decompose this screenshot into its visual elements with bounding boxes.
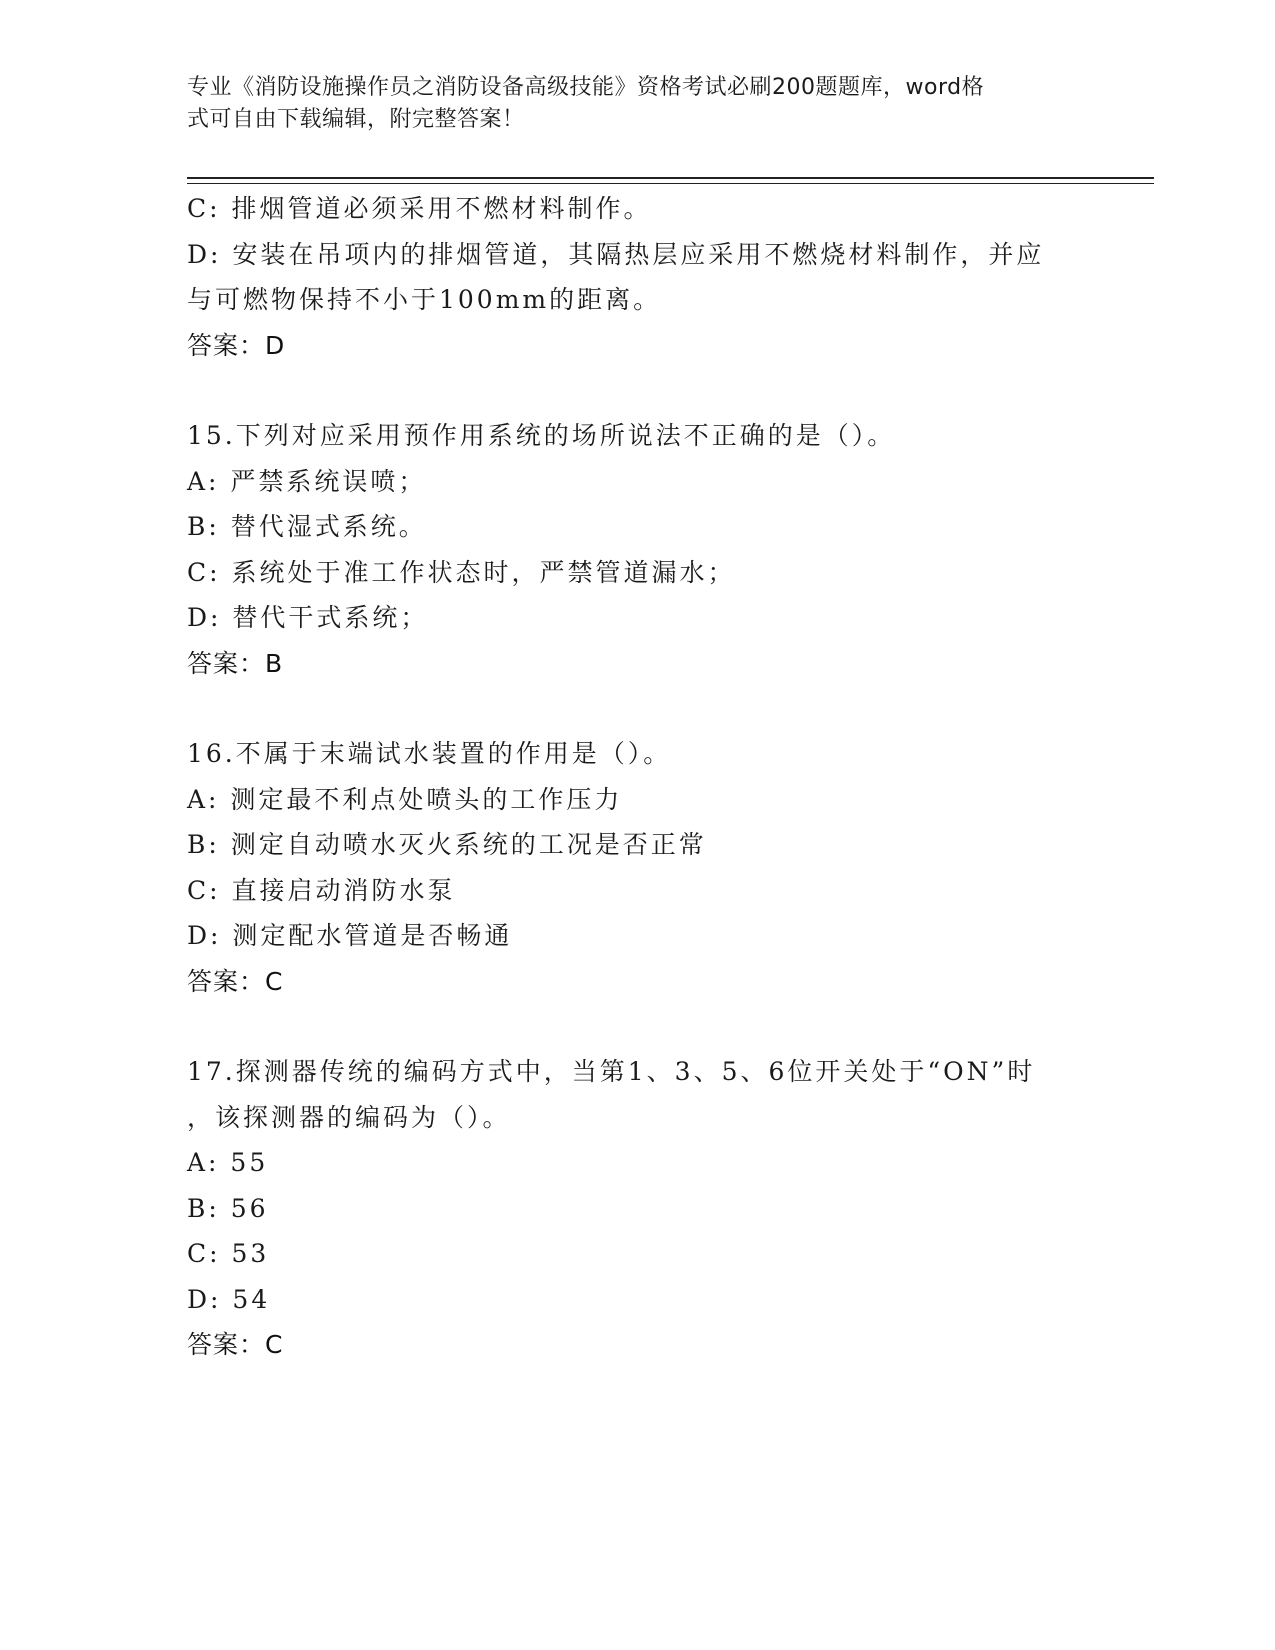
option-d-line-1: D: 安装在吊项内的排烟管道，其隔热层应采用不燃烧材料制作，并应 — [187, 239, 1045, 269]
question-17 — [187, 1049, 1087, 1368]
question-15 — [187, 413, 1087, 686]
option-c: C: 排烟管道必须采用不燃材料制作。 — [187, 194, 652, 223]
answer: 答案：C — [187, 966, 284, 996]
option-a: A: 测定最不利点处喷头的工作压力 — [187, 784, 623, 814]
answer: 答案：D — [187, 330, 286, 360]
option-d: D: 54 — [187, 1284, 271, 1314]
option-d: D: 测定配水管道是否畅通 — [187, 921, 513, 950]
header-title-line-2: 式可自由下载编辑，附完整答案！ — [187, 107, 525, 132]
question-stem-line-2: ，该探测器的编码为（）。 — [187, 1102, 511, 1132]
header-divider-thin — [187, 183, 1154, 184]
option-b: B: 替代湿式系统。 — [187, 512, 427, 541]
document-header — [187, 72, 1067, 136]
option-c: C: 直接启动消防水泵 — [187, 875, 456, 905]
option-d-line-2: 与可燃物保持不小于100mm的距离。 — [187, 285, 662, 314]
question-stem-line-1: 17.探测器传统的编码方式中，当第1、3、5、6位开关处于“ON”时 — [187, 1057, 1036, 1086]
answer: 答案：B — [187, 648, 284, 678]
document-body — [187, 186, 1087, 1368]
option-c: C: 系统处于准工作状态时，严禁管道漏水； — [187, 557, 736, 587]
option-c: C: 53 — [187, 1239, 270, 1268]
question-16 — [187, 731, 1087, 1004]
question-stem: 16.不属于末端试水装置的作用是（）。 — [187, 739, 672, 768]
option-d: D: 替代干式系统； — [187, 603, 429, 632]
answer: 答案：C — [187, 1330, 284, 1359]
header-title-line-1: 专业《消防设施操作员之消防设备高级技能》资格考试必刷200题题库，word格 — [187, 75, 985, 100]
option-b: B: 测定自动喷水灭火系统的工况是否正常 — [187, 830, 707, 859]
option-a: A: 严禁系统误喷； — [187, 466, 427, 496]
question-14-continued — [187, 186, 1087, 368]
header-divider-thick — [187, 177, 1154, 179]
question-stem: 15.下列对应采用预作用系统的场所说法不正确的是（）。 — [187, 421, 896, 450]
option-b: B: 56 — [187, 1193, 269, 1223]
option-a: A: 55 — [187, 1148, 269, 1177]
